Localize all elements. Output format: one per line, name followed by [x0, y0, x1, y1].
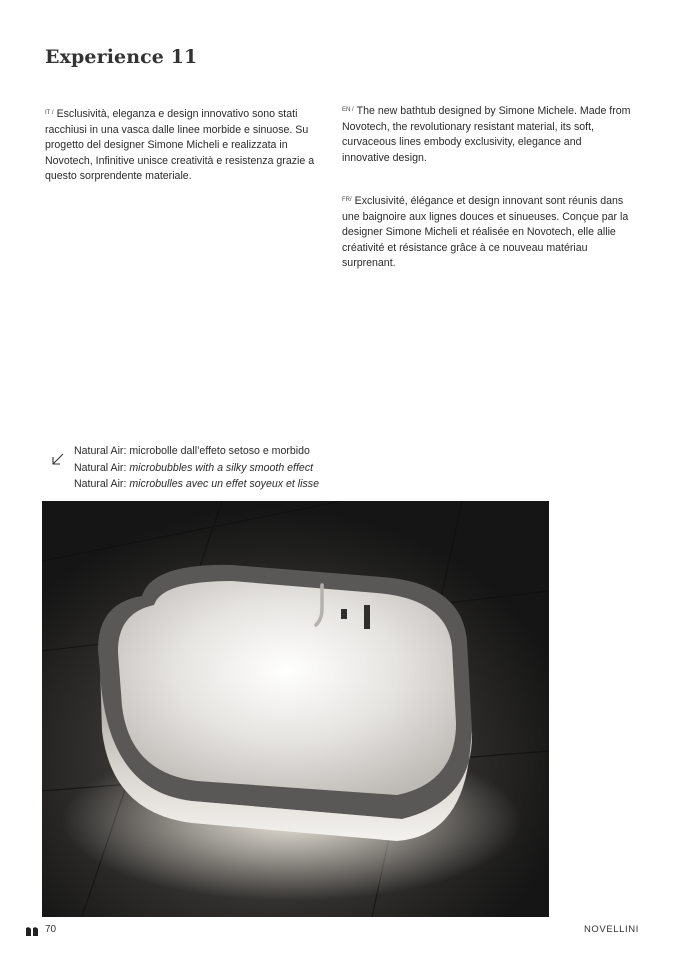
- caption-label-en: Natural Air:: [74, 461, 127, 474]
- intro-english-text: The new bathtub designed by Simone Michele. Made from Novotech, the revolutionary resistant material, its soft, curvaceous lines embody exclusivity, elegance and innovative design.: [342, 105, 631, 164]
- intro-italian-text: Esclusività, eleganza e design innovativo sono stati racchiusi in una vasca dalle linee morbide e sinuose. Su progetto del designer Simone Micheli e realizzata in Novotech, Infinitive unisce creatività e resistenza grazie a questo sorprendente materiale.: [45, 108, 315, 182]
- caption-text-it: microbolle dall’effeto setoso e morbido: [129, 445, 310, 457]
- caption-text-en: microbubbles with a silky smooth effect: [129, 461, 314, 474]
- page-number: 70: [45, 924, 57, 935]
- caption-line-it: [74, 443, 319, 460]
- page-title: Experience 11: [45, 46, 198, 68]
- caption-label-it: Natural Air:: [74, 445, 127, 457]
- caption-label-fr: Natural Air:: [74, 478, 127, 490]
- arrow-down-left-icon: [50, 451, 66, 467]
- lang-tag-it: IT /: [45, 110, 54, 116]
- intro-french: [342, 194, 632, 272]
- caption-line-en: [74, 460, 319, 477]
- caption-line-fr: [74, 476, 319, 493]
- bathtub-illustration: [42, 501, 549, 917]
- intro-english: [342, 104, 632, 166]
- photo-caption: [74, 443, 319, 493]
- brand-name: NOVELLINI: [583, 924, 639, 935]
- bathtub-photo: [42, 501, 549, 917]
- intro-french-text: Exclusivité, élégance et design innovant sont réunis dans une baignoire aux lignes douces et sinueuses. Conçue par la designer Simone Micheli et réalisée en Novotech, elle allie créativité et résistance grâce à ce nouveau matériau surprenant.: [342, 195, 629, 269]
- intro-italian: [45, 107, 330, 185]
- lang-tag-fr: FR/: [342, 197, 352, 203]
- lang-tag-en: EN /: [342, 107, 354, 113]
- novellini-logo-icon: [26, 926, 40, 936]
- caption-text-fr: microbulles avec un effet soyeux et lisse: [129, 478, 319, 490]
